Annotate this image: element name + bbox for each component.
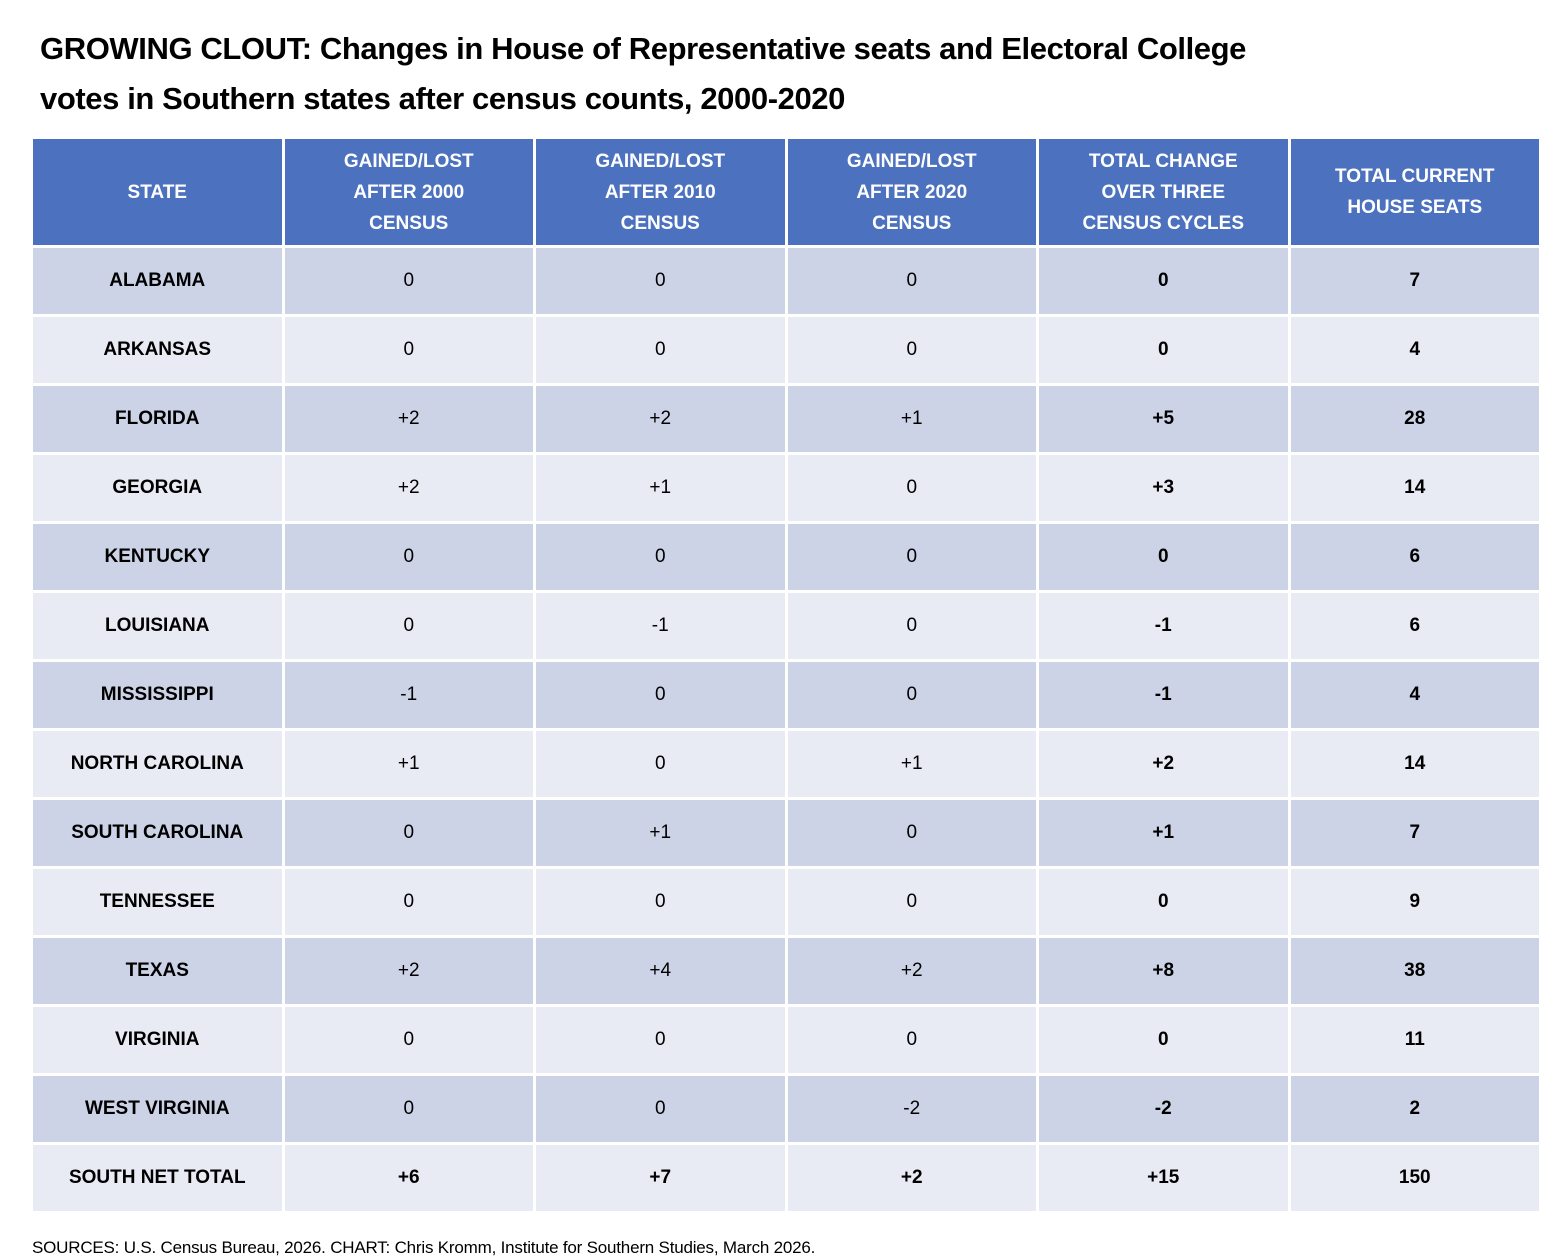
value-cell: +4: [535, 937, 787, 1006]
value-cell: -1: [1038, 592, 1290, 661]
value-cell: +1: [1038, 799, 1290, 868]
value-cell: 11: [1289, 1006, 1541, 1075]
table-row: [32, 937, 1541, 1006]
value-cell: +2: [535, 385, 787, 454]
column-header-2010-census: GAINED/LOST AFTER 2010 CENSUS: [535, 138, 787, 247]
value-cell: 0: [786, 661, 1038, 730]
value-cell: 28: [1289, 385, 1541, 454]
column-header-total-seats: TOTAL CURRENT HOUSE SEATS: [1289, 138, 1541, 247]
value-cell: -2: [1038, 1075, 1290, 1144]
state-cell: KENTUCKY: [32, 523, 284, 592]
value-cell: +2: [283, 937, 535, 1006]
value-cell: 0: [283, 247, 535, 316]
value-cell: 0: [283, 868, 535, 937]
table-row: [32, 730, 1541, 799]
table-row: [32, 316, 1541, 385]
column-header-state: STATE: [32, 138, 284, 247]
value-cell: -1: [1038, 661, 1290, 730]
value-cell: 0: [786, 592, 1038, 661]
value-cell: +1: [283, 730, 535, 799]
value-cell: -2: [786, 1075, 1038, 1144]
state-cell: ALABAMA: [32, 247, 284, 316]
value-cell: 0: [283, 592, 535, 661]
value-cell: 0: [535, 1006, 787, 1075]
state-cell: FLORIDA: [32, 385, 284, 454]
column-header-2000-census: GAINED/LOST AFTER 2000 CENSUS: [283, 138, 535, 247]
table-header: [32, 138, 1541, 247]
value-cell: +3: [1038, 454, 1290, 523]
state-cell: SOUTH NET TOTAL: [32, 1144, 284, 1213]
value-cell: +15: [1038, 1144, 1290, 1213]
table-row: [32, 385, 1541, 454]
value-cell: +7: [535, 1144, 787, 1213]
page-title: [40, 24, 1520, 124]
table-row: [32, 523, 1541, 592]
value-cell: 0: [535, 661, 787, 730]
value-cell: -1: [283, 661, 535, 730]
value-cell: +1: [535, 454, 787, 523]
page-title-line2: votes in Southern states after census counts, 2000-2020: [40, 81, 845, 116]
table-row: [32, 661, 1541, 730]
value-cell: 6: [1289, 523, 1541, 592]
table-row: [32, 1144, 1541, 1213]
value-cell: +1: [786, 385, 1038, 454]
state-cell: SOUTH CAROLINA: [32, 799, 284, 868]
value-cell: 14: [1289, 454, 1541, 523]
value-cell: 0: [283, 799, 535, 868]
value-cell: 2: [1289, 1075, 1541, 1144]
value-cell: 14: [1289, 730, 1541, 799]
value-cell: +2: [1038, 730, 1290, 799]
table-row: [32, 868, 1541, 937]
value-cell: 0: [786, 868, 1038, 937]
value-cell: +2: [786, 937, 1038, 1006]
value-cell: +8: [1038, 937, 1290, 1006]
column-header-total-change: TOTAL CHANGE OVER THREE CENSUS CYCLES: [1038, 138, 1290, 247]
value-cell: 0: [1038, 316, 1290, 385]
seats-table: [30, 136, 1542, 1214]
state-cell: LOUISIANA: [32, 592, 284, 661]
table-body: [32, 247, 1541, 1213]
state-cell: WEST VIRGINIA: [32, 1075, 284, 1144]
table-row: [32, 247, 1541, 316]
value-cell: +6: [283, 1144, 535, 1213]
value-cell: 0: [786, 523, 1038, 592]
source-note: SOURCES: U.S. Census Bureau, 2026. CHART: Chris Kromm, Institute for Southern Studies, March 2026.: [32, 1238, 816, 1257]
value-cell: 0: [786, 316, 1038, 385]
state-cell: MISSISSIPPI: [32, 661, 284, 730]
value-cell: 0: [535, 868, 787, 937]
value-cell: 0: [786, 799, 1038, 868]
state-cell: GEORGIA: [32, 454, 284, 523]
value-cell: 0: [283, 1075, 535, 1144]
page-title-line1: GROWING CLOUT: Changes in House of Representative seats and Electoral College: [40, 31, 1247, 66]
value-cell: +2: [786, 1144, 1038, 1213]
state-cell: VIRGINIA: [32, 1006, 284, 1075]
value-cell: +2: [283, 385, 535, 454]
value-cell: 0: [1038, 523, 1290, 592]
value-cell: +1: [535, 799, 787, 868]
value-cell: 7: [1289, 799, 1541, 868]
value-cell: 0: [535, 1075, 787, 1144]
state-cell: ARKANSAS: [32, 316, 284, 385]
value-cell: 0: [1038, 247, 1290, 316]
value-cell: -1: [535, 592, 787, 661]
value-cell: 9: [1289, 868, 1541, 937]
value-cell: 0: [786, 1006, 1038, 1075]
value-cell: 0: [535, 247, 787, 316]
value-cell: +5: [1038, 385, 1290, 454]
table-row: [32, 592, 1541, 661]
value-cell: 4: [1289, 316, 1541, 385]
value-cell: +1: [786, 730, 1038, 799]
value-cell: 4: [1289, 661, 1541, 730]
value-cell: 6: [1289, 592, 1541, 661]
state-cell: NORTH CAROLINA: [32, 730, 284, 799]
value-cell: 0: [283, 1006, 535, 1075]
table-row: [32, 454, 1541, 523]
value-cell: 0: [786, 454, 1038, 523]
value-cell: 0: [786, 247, 1038, 316]
value-cell: 0: [535, 316, 787, 385]
state-cell: TEXAS: [32, 937, 284, 1006]
value-cell: 38: [1289, 937, 1541, 1006]
value-cell: 150: [1289, 1144, 1541, 1213]
table-row: [32, 799, 1541, 868]
value-cell: 0: [1038, 868, 1290, 937]
value-cell: 0: [535, 523, 787, 592]
value-cell: 0: [535, 730, 787, 799]
value-cell: +2: [283, 454, 535, 523]
state-cell: TENNESSEE: [32, 868, 284, 937]
header-row: [32, 138, 1541, 247]
value-cell: 0: [283, 316, 535, 385]
table-row: [32, 1006, 1541, 1075]
column-header-2020-census: GAINED/LOST AFTER 2020 CENSUS: [786, 138, 1038, 247]
table-row: [32, 1075, 1541, 1144]
infographic-page: [0, 24, 1560, 1257]
value-cell: 7: [1289, 247, 1541, 316]
value-cell: 0: [283, 523, 535, 592]
value-cell: 0: [1038, 1006, 1290, 1075]
